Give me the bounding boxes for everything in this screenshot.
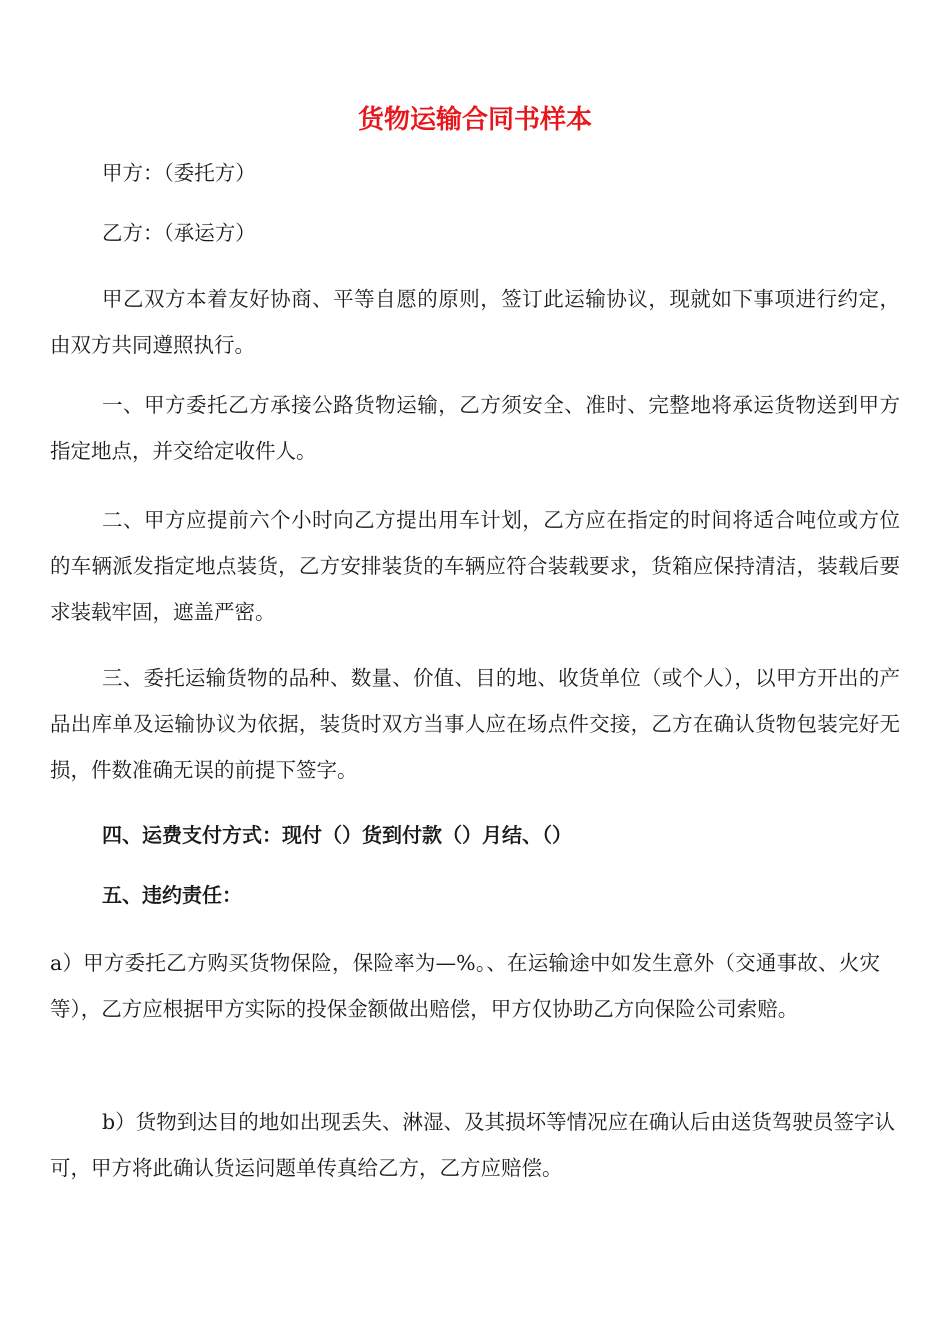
- liability-item-a: a）甲方委托乙方购买货物保险，保险率为—%。、在运输途中如发生意外（交通事故、火灾等），乙方应根据甲方实际的投保金额做出赔偿，甲方仅协助乙方向保险公司索赔。: [50, 951, 880, 1021]
- liability-item-b: b）货物到达目的地如出现丢失、淋湿、及其损坏等情况应在确认后由送货驾驶员签字认可，甲方将此确认货运问题单传真给乙方，乙方应赔偿。: [50, 1110, 895, 1180]
- clause-2: 二、甲方应提前六个小时向乙方提出用车计划，乙方应在指定的时间将适合吨位或方位的车辆派发指定地点装货，乙方安排装货的车辆应符合装载要求，货箱应保持清洁，装载后要求装载牢固，遮盖严密。: [50, 508, 900, 624]
- intro-paragraph: 甲乙双方本着友好协商、平等自愿的原则，签订此运输协议，现就如下事项进行约定，由双方共同遵照执行。: [50, 287, 900, 357]
- clause-3: 三、委托运输货物的品种、数量、价值、目的地、收货单位（或个人），以甲方开出的产品出库单及运输协议为依据，装货时双方当事人应在场点件交接，乙方在确认货物包装完好无损，件数准确无误的前提下签字。: [50, 666, 900, 782]
- clause-1: 一、甲方委托乙方承接公路货物运输，乙方须安全、准时、完整地将承运货物送到甲方指定地点，并交给定收件人。: [50, 393, 900, 463]
- party-b-line: 乙方：（承运方）: [102, 221, 256, 245]
- party-a-line: 甲方：（委托方）: [102, 161, 256, 185]
- clause-5-heading: 五、违约责任：: [102, 883, 242, 907]
- document-title: 货物运输合同书样本: [357, 105, 592, 135]
- clause-4-payment: 四、运费支付方式：现付（）货到付款（）月结、（）: [102, 823, 572, 847]
